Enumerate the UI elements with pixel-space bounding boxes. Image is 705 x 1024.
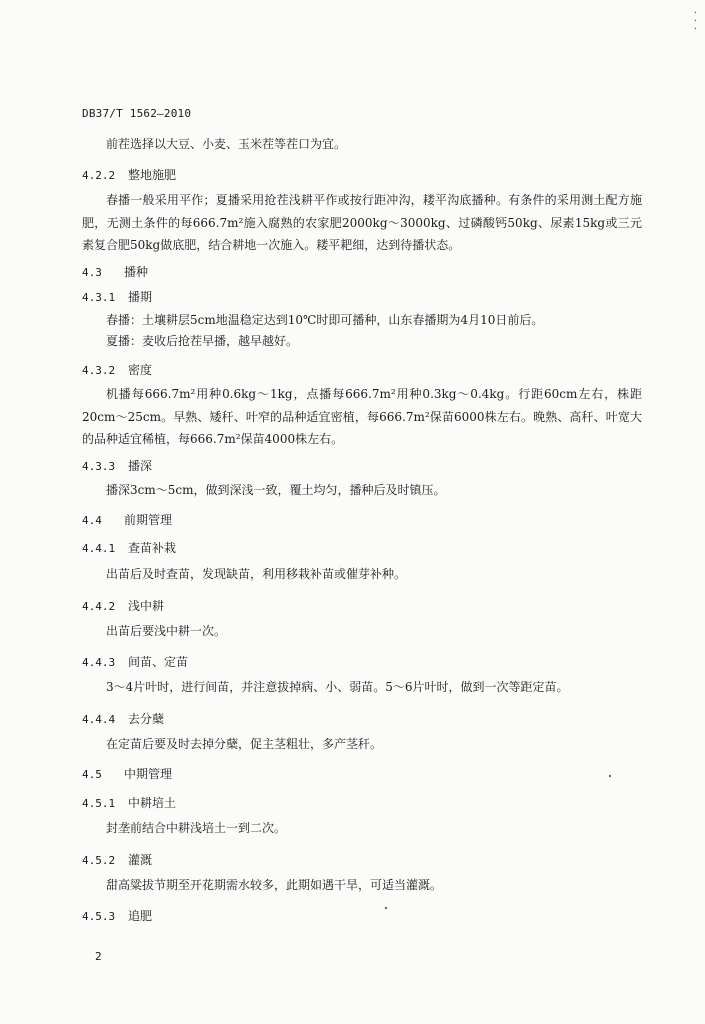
page-number: 2 <box>95 950 102 963</box>
heading-4-5-1 <box>82 795 642 812</box>
section-number: 4.4 <box>82 514 102 527</box>
intro-paragraph: 前茬选择以大豆、小麦、玉米茬等茬口为宜。 <box>106 137 347 151</box>
section-title: 播期 <box>128 290 153 304</box>
section-title: 整地施肥 <box>128 168 177 182</box>
heading-4-3-2 <box>82 362 642 379</box>
section-number: 4.3 <box>82 266 102 279</box>
scan-speck <box>609 775 611 777</box>
section-number: 4.2.2 <box>82 169 116 182</box>
heading-4-5 <box>82 766 642 783</box>
heading-4-3 <box>82 264 642 281</box>
heading-4-4 <box>82 512 642 529</box>
section-title: 浅中耕 <box>128 599 165 613</box>
section-title: 去分蘖 <box>128 712 165 726</box>
heading-4-4-4 <box>82 711 642 728</box>
heading-4-5-3 <box>82 908 642 925</box>
heading-4-4-2 <box>82 598 642 615</box>
paragraph-4-5-1: 封垄前结合中耕浅培土一到二次。 <box>106 821 287 835</box>
paragraph-4-4-2: 出苗后要浅中耕一次。 <box>106 624 227 638</box>
standard-code-header: DB37/T 1562—2010 <box>82 107 192 120</box>
section-number: 4.5.2 <box>82 854 116 867</box>
section-title: 中耕培土 <box>128 796 177 810</box>
section-title: 播种 <box>124 265 149 279</box>
paragraph-4-3-2: 机播每666.7m²用种0.6kg～1kg，点播每666.7m²用种0.3kg～0.4kg。行距60cm左右，株距20cm～25cm。早熟、矮秆、叶窄的品种适宜密植，每666.7m²保苗6000株左右。晚熟、高秆、叶宽大的品种适宜稀植，每666.7m²保苗4000株左右。 <box>82 387 642 446</box>
section-title: 间苗、定苗 <box>128 655 189 669</box>
heading-4-2-2 <box>82 167 642 184</box>
heading-4-5-2 <box>82 852 642 869</box>
section-number: 4.5.3 <box>82 910 116 923</box>
section-number: 4.3.2 <box>82 364 116 377</box>
paragraph-4-4-4: 在定苗后要及时去掉分蘖，促主茎粗壮，多产茎秆。 <box>106 737 383 751</box>
section-number: 4.3.3 <box>82 460 116 473</box>
heading-4-3-3 <box>82 458 642 475</box>
paragraph-4-3-1-summer: 夏播：麦收后抢茬早播，越早越好。 <box>106 334 299 348</box>
section-number: 4.3.1 <box>82 291 116 304</box>
paragraph-4-4-3: 3～4片叶时，进行间苗，并注意拔掉病、小、弱苗。5～6片叶时，做到一次等距定苗。 <box>106 680 569 694</box>
section-number: 4.4.2 <box>82 600 116 613</box>
paragraph-4-2-2: 春播一般采用平作；夏播采用抢茬浅耕平作或按行距冲沟，耧平沟底播种。有条件的采用测土配方施肥，无测土条件的每666.7m²施入腐熟的农家肥2000kg～3000kg、过磷酸钙50kg、尿素15kg或三元素复合肥50kg做底肥，结合耕地一次施入。耧平耙细，达到待播状态。 <box>82 193 642 252</box>
paragraph-4-5-2: 甜高粱拔节期至开花期需水较多，此期如遇干旱，可适当灌溉。 <box>106 878 443 892</box>
section-title: 密度 <box>128 363 153 377</box>
section-number: 4.5.1 <box>82 797 116 810</box>
section-number: 4.5 <box>82 768 102 781</box>
scan-mark: · · · <box>693 8 697 35</box>
section-number: 4.4.4 <box>82 713 116 726</box>
paragraph-4-4-1: 出苗后及时查苗，发现缺苗，利用移栽补苗或催芽补种。 <box>106 567 407 581</box>
section-number: 4.4.3 <box>82 656 116 669</box>
paragraph-4-3-3: 播深3cm～5cm，做到深浅一致，覆土均匀，播种后及时镇压。 <box>106 483 446 497</box>
section-title: 播深 <box>128 459 153 473</box>
paragraph-4-3-1-spring: 春播：土壤耕层5cm地温稳定达到10℃时即可播种，山东春播期为4月10日前后。 <box>106 313 544 327</box>
heading-4-4-1 <box>82 540 642 557</box>
heading-4-4-3 <box>82 654 642 671</box>
section-title: 中期管理 <box>124 767 173 781</box>
scan-speck <box>385 907 387 909</box>
heading-4-3-1 <box>82 289 642 306</box>
section-title: 前期管理 <box>124 513 173 527</box>
section-title: 追肥 <box>128 909 153 923</box>
section-number: 4.4.1 <box>82 542 116 555</box>
section-title: 查苗补栽 <box>128 541 177 555</box>
section-title: 灌溉 <box>128 853 153 867</box>
